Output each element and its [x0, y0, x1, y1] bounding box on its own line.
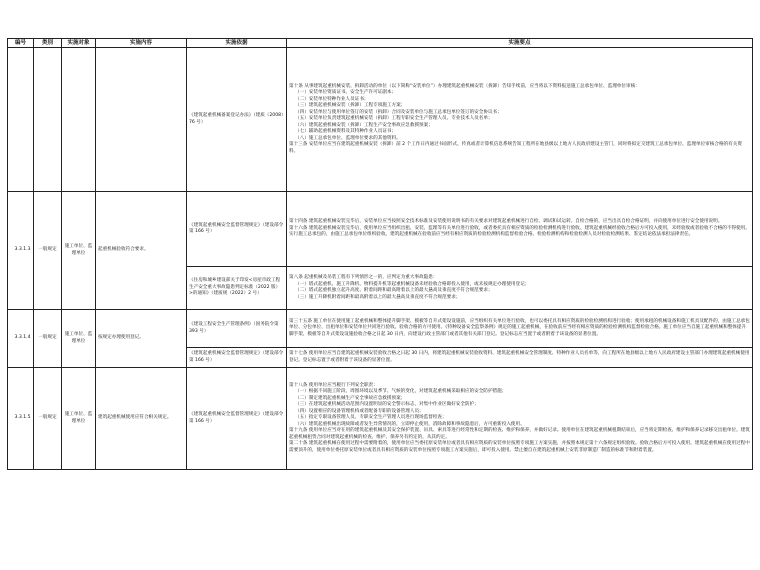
key-point-line: （三）施工升降机附着间距和最高附着以上的最大悬高及垂直度不符合规范要求；	[295, 294, 461, 300]
row-basis: 《建设工程安全生产管理条例》（国务院令第 393 号）	[187, 310, 287, 348]
key-point-line: （四）安装单位与使用单位签订的安装（拆卸）合同及安装单位与施工总承包单位签订的安全协议书；	[295, 109, 502, 115]
key-point-line: （五）安装单位负责建筑起重机械安装（拆卸）工程专职安全生产管理人员、专业技术人员名单；	[295, 116, 493, 122]
key-point-line: （五）指定专职设备管理人员、专职安全生产管理人员进行现场监督检查；	[295, 415, 447, 421]
header-num: 编号	[8, 39, 34, 48]
row-basis: 《建筑起重机械安全监督管理规定》（建设部令第 166 号）	[187, 192, 287, 267]
row-number: 3.3.1.3	[8, 192, 34, 310]
row-category: 一般规定	[34, 310, 62, 368]
key-point-line: 第二十条 建筑起重机械在使用过程中需要附着的，使用单位应当委托原安装单位或者具有相应资质的安装单位按照专项施工方案实施，并按照本规定第十六条规定组织验收。验收合格后方可投入使用。建筑起重机械在使用过程中需要顶升的，使用单位委托原安装单位或者具有相应资质的安装单位按照专项施工方案实施后，即可投入使用。禁止擅自在建筑起重机械上安装非原制造厂制造的标准节和附着装置。	[289, 441, 750, 453]
table-row	[8, 368, 753, 470]
key-point-line: （三）在建筑起重机械活动范围内设置明显的安全警示标志，对集中作业区做好安全防护；	[295, 402, 479, 408]
key-point-line: （六）建筑起重机械出现故障或者发生异常情况的，立即停止使用，消除故障和事故隐患后，方可重新投入使用。	[295, 421, 525, 427]
table-body	[8, 48, 753, 470]
key-point-line: 第十六条 建筑起重机械安装完毕后，使用单位应当组织出租、安装、监理等有关单位进行验收，或者委托具有相应资质的检验检测机构进行验收。建筑起重机械经验收合格后方可投入使用，未经验收或者验收不合格的不得使用。实行施工总承包的，由施工总承包单位组织验收。建筑起重机械在验收前应当经有相应资质的检验检测机构监督检验合格。检验检测机构和检验检测人员对检验检测结果、鉴定结论依法承担法律责任。	[289, 225, 750, 238]
row-category	[34, 48, 62, 192]
row-key-points	[287, 368, 753, 470]
row-key-points	[287, 348, 753, 368]
row-key-points	[287, 310, 753, 348]
row-basis: 《建筑起重机械备案登记办法》（建质（2008）76 号）	[187, 48, 287, 192]
key-point-line: （一）安装单位资质证书、安全生产许可证副本；	[295, 90, 397, 96]
table-row	[8, 192, 753, 267]
row-basis: 《住房和城乡建设部关于印发<房屋市政工程生产安全重大事故隐患判定标准（2022 版）>的通知》（建质规（2022）2 号）	[187, 267, 287, 310]
row-key-points	[287, 48, 753, 192]
key-point-line: （二）塔式起重机独立起升高度、附着间距和最高附着以上的最大悬高及垂直度不符合规范要求；	[295, 288, 493, 293]
header-object: 实施对象	[62, 39, 96, 48]
row-target: 施工单位、监理单位	[62, 310, 96, 368]
key-point-line: （六）建筑起重机械安装（拆卸）工程生产安全事故应急救援预案；	[295, 122, 433, 128]
key-point-line: 第十八条 使用单位应当履行下列安全职责：	[289, 382, 378, 388]
regulation-table	[7, 38, 753, 470]
key-point-line: 第十条 从事建筑起重机械安装、拆卸活动的单位（以下简称“安装单位”）办理建筑起重机械安装（拆卸）告知手续前，应当将以下资料报送施工总承包单位、监理单位审核：	[289, 83, 640, 89]
key-point-line: 第十三条 安装单位应当在建筑起重机械安装（拆卸）前 2 个工作日内通过书面形式、传真或者计算机信息系统告知工程所在地县级以上地方人民政府建设主管门，同时将拟定交建筑工总承包单位、监理单位审核合格的有关资料。	[289, 142, 742, 154]
key-point-line: （二）制定建筑起重机械生产安全事故应急救援预案；	[295, 395, 406, 401]
header-type: 类别	[34, 39, 62, 48]
key-point-line: 第十七条 使用单位应当自建筑起重机械安装验收合格之日起 30 日内，将建筑起重机械安装验收资料、建筑起重机械安全管理制度、特种作业人员名单等，向工程所在地县级以上地方人民政府建设主管部门办理建筑起重机械使用登记。登记标志置于或者附着于该设备的显著位置。	[289, 351, 750, 363]
key-point-line: 第三十五条 施工单位在使用施工起重机械和整体提升脚手架、模板等自升式架设设施前，应当组织有关单位进行验收，也可以委托具有相应资质的检验检测机构进行验收；使用承租的机械设备和施工机具及配件的，由施工总承包单位、分包单位、出租单位和安装单位共同进行验收。验收合格的方可使用。《特种设备安全监察条例》规定的施工起重机械，在验收前应当经有相应资质的检验检测机构监督检验合格。施工单位应当自施工起重机械和整体提升脚手架、模板等自升式架设设施验收合格之日起 30 日内，向建设行政主管部门或者其他有关部门登记。登记标志应当置于或者附着于该设备的显著位置。	[289, 318, 750, 337]
row-content: 按规定办理使用登记。	[96, 310, 187, 368]
key-point-line: （七）辅助起重机械资料及其特种作业人员证书；	[295, 129, 397, 135]
key-point-line: 第十四条 建筑起重机械安装完毕后，安装单位应当按照安全技术标准及安装使用说明书的有关要求对建筑起重机械进行自检、调试和试运转。自检合格的，应当出具自检合格证明，并向使用单位进行安全使用说明。	[289, 219, 723, 225]
key-point-line: （八）施工总承包单位、监理单位要求的其他资料。	[295, 135, 401, 141]
key-point-line: 第八条 起重机械及吊装工程有下列情形之一的，应判定为重大事故隐患：	[289, 275, 438, 280]
row-category: 一般规定	[34, 192, 62, 310]
row-content: 建筑起重机械使用应符合相关规定。	[96, 368, 187, 470]
row-basis: 《建筑起重机械安全监督管理规定》（建设部令第 166 号）	[187, 368, 287, 470]
row-target: 施工单位、监理单位	[62, 192, 96, 310]
key-point-line: （一）塔式起重机、施工升降机、物料提升机等起重机械设备未经验收合格即投入使用，或未按规定办理使用登记；	[295, 281, 530, 287]
header-content: 实施内容	[96, 39, 187, 48]
row-target: 施工单位、监理单位	[62, 368, 96, 470]
row-number: 3.3.1.5	[8, 368, 34, 470]
header-points: 实施要点	[287, 39, 753, 48]
row-number	[8, 48, 34, 192]
row-key-points	[287, 192, 753, 267]
table-row	[8, 48, 753, 192]
header-basis: 实施依据	[187, 39, 287, 48]
key-point-line: （四）设置相应的设备管理机构或者配备专职的设备管理人员；	[295, 408, 424, 414]
key-point-line: 第十九条 使用单位应当对在用的建筑起重机械及其安全保护装置、吊具、索具等进行经常性和定期的检查、维护和保养，并做好记录。使用单位在建筑起重机械租期结束后，应当将定期检查、维护和保养记录移交出租单位。建筑起重机械租赁合同对建筑起重机械的检查、维护、保养另有约定的，从其约定。	[289, 428, 750, 440]
header-row	[8, 39, 753, 48]
key-point-line: （二）安装单位特种作业人员证书；	[295, 96, 369, 102]
row-basis: 《建筑起重机械安全监督管理规定》（建设部令第 166 号）	[187, 348, 287, 368]
row-target	[62, 48, 96, 192]
row-number: 3.3.1.4	[8, 310, 34, 368]
key-point-line: （一）根据不同施工阶段、周围环境以及季节、气候的变化，对建筑起重机械采取相应的安全防护措施；	[295, 389, 507, 395]
row-key-points	[287, 267, 753, 310]
table-row	[8, 310, 753, 348]
row-content: 起重机械验收符合要求。	[96, 192, 187, 310]
row-category: 一般规定	[34, 368, 62, 470]
key-point-line: （三）建筑起重机械安装（拆卸）工程专项施工方案；	[295, 103, 406, 109]
row-content	[96, 48, 187, 192]
